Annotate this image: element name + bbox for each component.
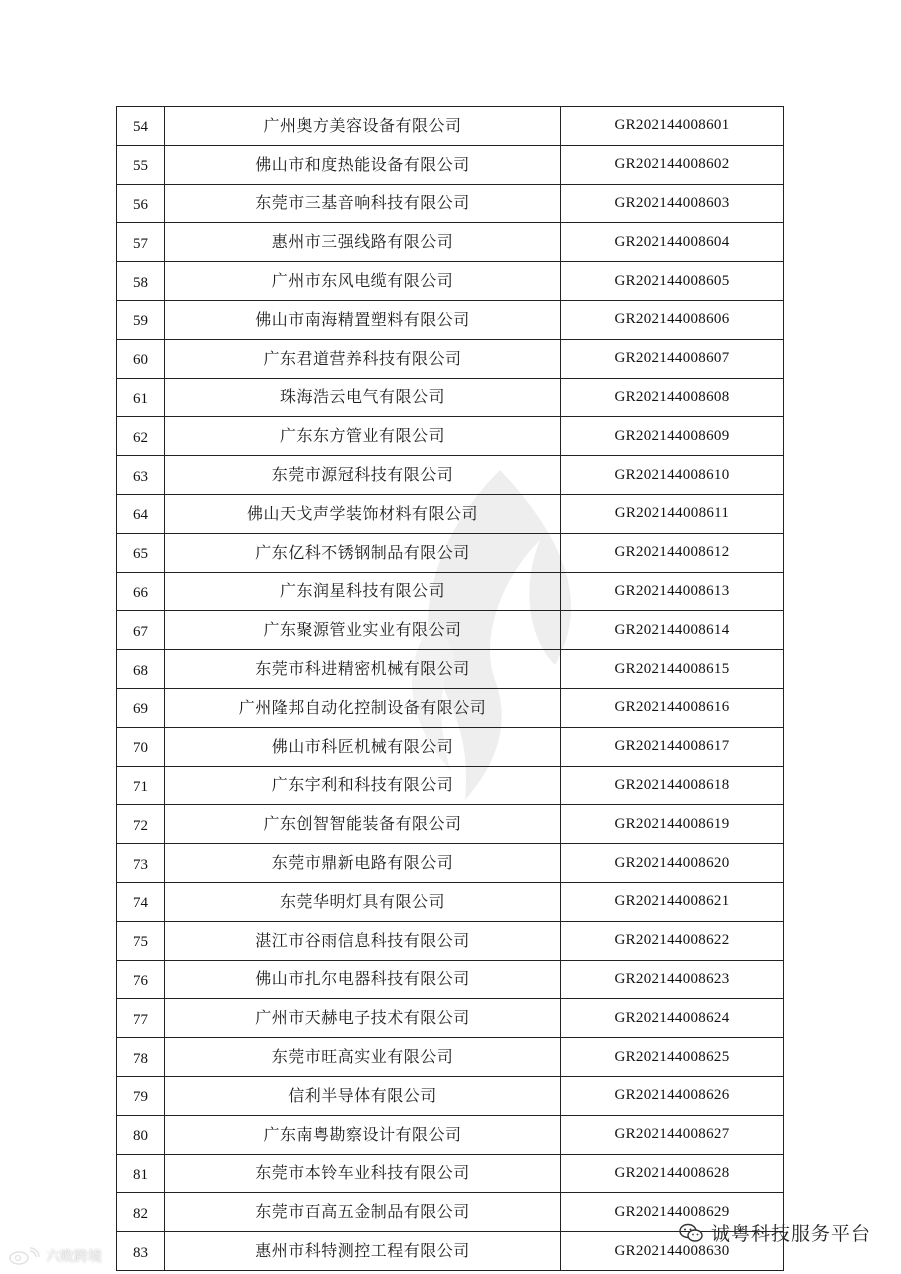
- row-number: 63: [117, 456, 165, 495]
- row-number: 76: [117, 960, 165, 999]
- company-name: 东莞市科进精密机械有限公司: [165, 650, 561, 689]
- row-number: 58: [117, 262, 165, 301]
- certificate-code: GR202144008618: [561, 766, 784, 805]
- certificate-code: GR202144008622: [561, 921, 784, 960]
- row-number: 55: [117, 145, 165, 184]
- table-row: [117, 339, 784, 378]
- row-number: 77: [117, 999, 165, 1038]
- table-row: [117, 650, 784, 689]
- certificate-code: GR202144008613: [561, 572, 784, 611]
- company-name: 佛山天戈声学装饰材料有限公司: [165, 494, 561, 533]
- company-name: 惠州市科特测控工程有限公司: [165, 1232, 561, 1271]
- company-name: 广东润星科技有限公司: [165, 572, 561, 611]
- certificate-code: GR202144008621: [561, 882, 784, 921]
- brand-footer: [679, 1219, 871, 1246]
- table-row: [117, 805, 784, 844]
- row-number: 69: [117, 688, 165, 727]
- row-number: 71: [117, 766, 165, 805]
- table-row: [117, 107, 784, 146]
- row-number: 60: [117, 339, 165, 378]
- certificate-code: GR202144008615: [561, 650, 784, 689]
- row-number: 74: [117, 882, 165, 921]
- corner-watermark: [8, 1246, 102, 1266]
- company-name: 广东东方管业有限公司: [165, 417, 561, 456]
- row-number: 70: [117, 727, 165, 766]
- table-row: [117, 184, 784, 223]
- table-row: [117, 572, 784, 611]
- certificate-code: GR202144008614: [561, 611, 784, 650]
- company-name: 广东君道营养科技有限公司: [165, 339, 561, 378]
- row-number: 72: [117, 805, 165, 844]
- company-name: 东莞市鼎新电路有限公司: [165, 844, 561, 883]
- company-name: 佛山市和度热能设备有限公司: [165, 145, 561, 184]
- certificate-code: GR202144008608: [561, 378, 784, 417]
- table-row: [117, 262, 784, 301]
- row-number: 75: [117, 921, 165, 960]
- certificate-code: GR202144008610: [561, 456, 784, 495]
- row-number: 79: [117, 1076, 165, 1115]
- certificate-code: GR202144008616: [561, 688, 784, 727]
- certificate-code: GR202144008605: [561, 262, 784, 301]
- row-number: 57: [117, 223, 165, 262]
- row-number: 83: [117, 1232, 165, 1271]
- certificate-code: GR202144008619: [561, 805, 784, 844]
- brand-name: 诚粤科技服务平台: [710, 1223, 871, 1245]
- table-row: [117, 960, 784, 999]
- row-number: 78: [117, 1038, 165, 1077]
- certificate-code: GR202144008607: [561, 339, 784, 378]
- company-name: 珠海浩云电气有限公司: [165, 378, 561, 417]
- row-number: 68: [117, 650, 165, 689]
- table-row: [117, 766, 784, 805]
- table-row: [117, 145, 784, 184]
- table-row: [117, 611, 784, 650]
- row-number: 59: [117, 300, 165, 339]
- certificate-code: GR202144008606: [561, 300, 784, 339]
- certificate-code: GR202144008624: [561, 999, 784, 1038]
- table-row: [117, 999, 784, 1038]
- table-row: [117, 1076, 784, 1115]
- row-number: 62: [117, 417, 165, 456]
- certificate-code: GR202144008630: [561, 1232, 784, 1271]
- company-name: 东莞市旺高实业有限公司: [165, 1038, 561, 1077]
- certificate-code: GR202144008623: [561, 960, 784, 999]
- company-name: 东莞华明灯具有限公司: [165, 882, 561, 921]
- weibo-icon: [8, 1247, 42, 1265]
- company-list-table: [116, 106, 784, 1271]
- table-row: [117, 494, 784, 533]
- row-number: 82: [117, 1193, 165, 1232]
- row-number: 64: [117, 494, 165, 533]
- table-row: [117, 456, 784, 495]
- certificate-code: GR202144008620: [561, 844, 784, 883]
- company-name: 广东亿科不锈钢制品有限公司: [165, 533, 561, 572]
- company-name: 惠州市三强线路有限公司: [165, 223, 561, 262]
- company-name: 广东南粤勘察设计有限公司: [165, 1115, 561, 1154]
- table-row: [117, 727, 784, 766]
- company-name: 东莞市源冠科技有限公司: [165, 456, 561, 495]
- certificate-code: GR202144008628: [561, 1154, 784, 1193]
- company-name: 广东创智智能装备有限公司: [165, 805, 561, 844]
- company-name: 广东聚源管业实业有限公司: [165, 611, 561, 650]
- table-row: [117, 533, 784, 572]
- company-name: 信利半导体有限公司: [165, 1076, 561, 1115]
- row-number: 61: [117, 378, 165, 417]
- certificate-code: GR202144008617: [561, 727, 784, 766]
- company-name: 广州市东风电缆有限公司: [165, 262, 561, 301]
- corner-watermark-text: 六败跨境: [46, 1249, 102, 1265]
- company-name: 佛山市科匠机械有限公司: [165, 727, 561, 766]
- company-name: 佛山市南海精置塑料有限公司: [165, 300, 561, 339]
- certificate-code: GR202144008629: [561, 1193, 784, 1232]
- company-name: 广东宇利和科技有限公司: [165, 766, 561, 805]
- certificate-code: GR202144008601: [561, 107, 784, 146]
- row-number: 66: [117, 572, 165, 611]
- company-name: 东莞市三基音响科技有限公司: [165, 184, 561, 223]
- table-row: [117, 882, 784, 921]
- company-name: 湛江市谷雨信息科技有限公司: [165, 921, 561, 960]
- row-number: 81: [117, 1154, 165, 1193]
- company-name: 东莞市百高五金制品有限公司: [165, 1193, 561, 1232]
- certificate-code: GR202144008609: [561, 417, 784, 456]
- company-name: 广州隆邦自动化控制设备有限公司: [165, 688, 561, 727]
- table-row: [117, 844, 784, 883]
- row-number: 65: [117, 533, 165, 572]
- table-row: [117, 688, 784, 727]
- table-row: [117, 223, 784, 262]
- certificate-code: GR202144008602: [561, 145, 784, 184]
- table-row: [117, 1115, 784, 1154]
- wechat-icon: [679, 1223, 703, 1243]
- row-number: 67: [117, 611, 165, 650]
- certificate-code: GR202144008626: [561, 1076, 784, 1115]
- certificate-code: GR202144008625: [561, 1038, 784, 1077]
- certificate-code: GR202144008611: [561, 494, 784, 533]
- company-name: 广州市天赫电子技术有限公司: [165, 999, 561, 1038]
- row-number: 56: [117, 184, 165, 223]
- table-row: [117, 1038, 784, 1077]
- certificate-code: GR202144008604: [561, 223, 784, 262]
- row-number: 80: [117, 1115, 165, 1154]
- table-row: [117, 1154, 784, 1193]
- certificate-code: GR202144008603: [561, 184, 784, 223]
- certificate-code: GR202144008612: [561, 533, 784, 572]
- table-row: [117, 921, 784, 960]
- company-name: 东莞市本铃车业科技有限公司: [165, 1154, 561, 1193]
- row-number: 73: [117, 844, 165, 883]
- table-row: [117, 300, 784, 339]
- table-row: [117, 378, 784, 417]
- certificate-code: GR202144008627: [561, 1115, 784, 1154]
- company-name: 佛山市扎尔电器科技有限公司: [165, 960, 561, 999]
- company-name: 广州奥方美容设备有限公司: [165, 107, 561, 146]
- table-row: [117, 417, 784, 456]
- row-number: 54: [117, 107, 165, 146]
